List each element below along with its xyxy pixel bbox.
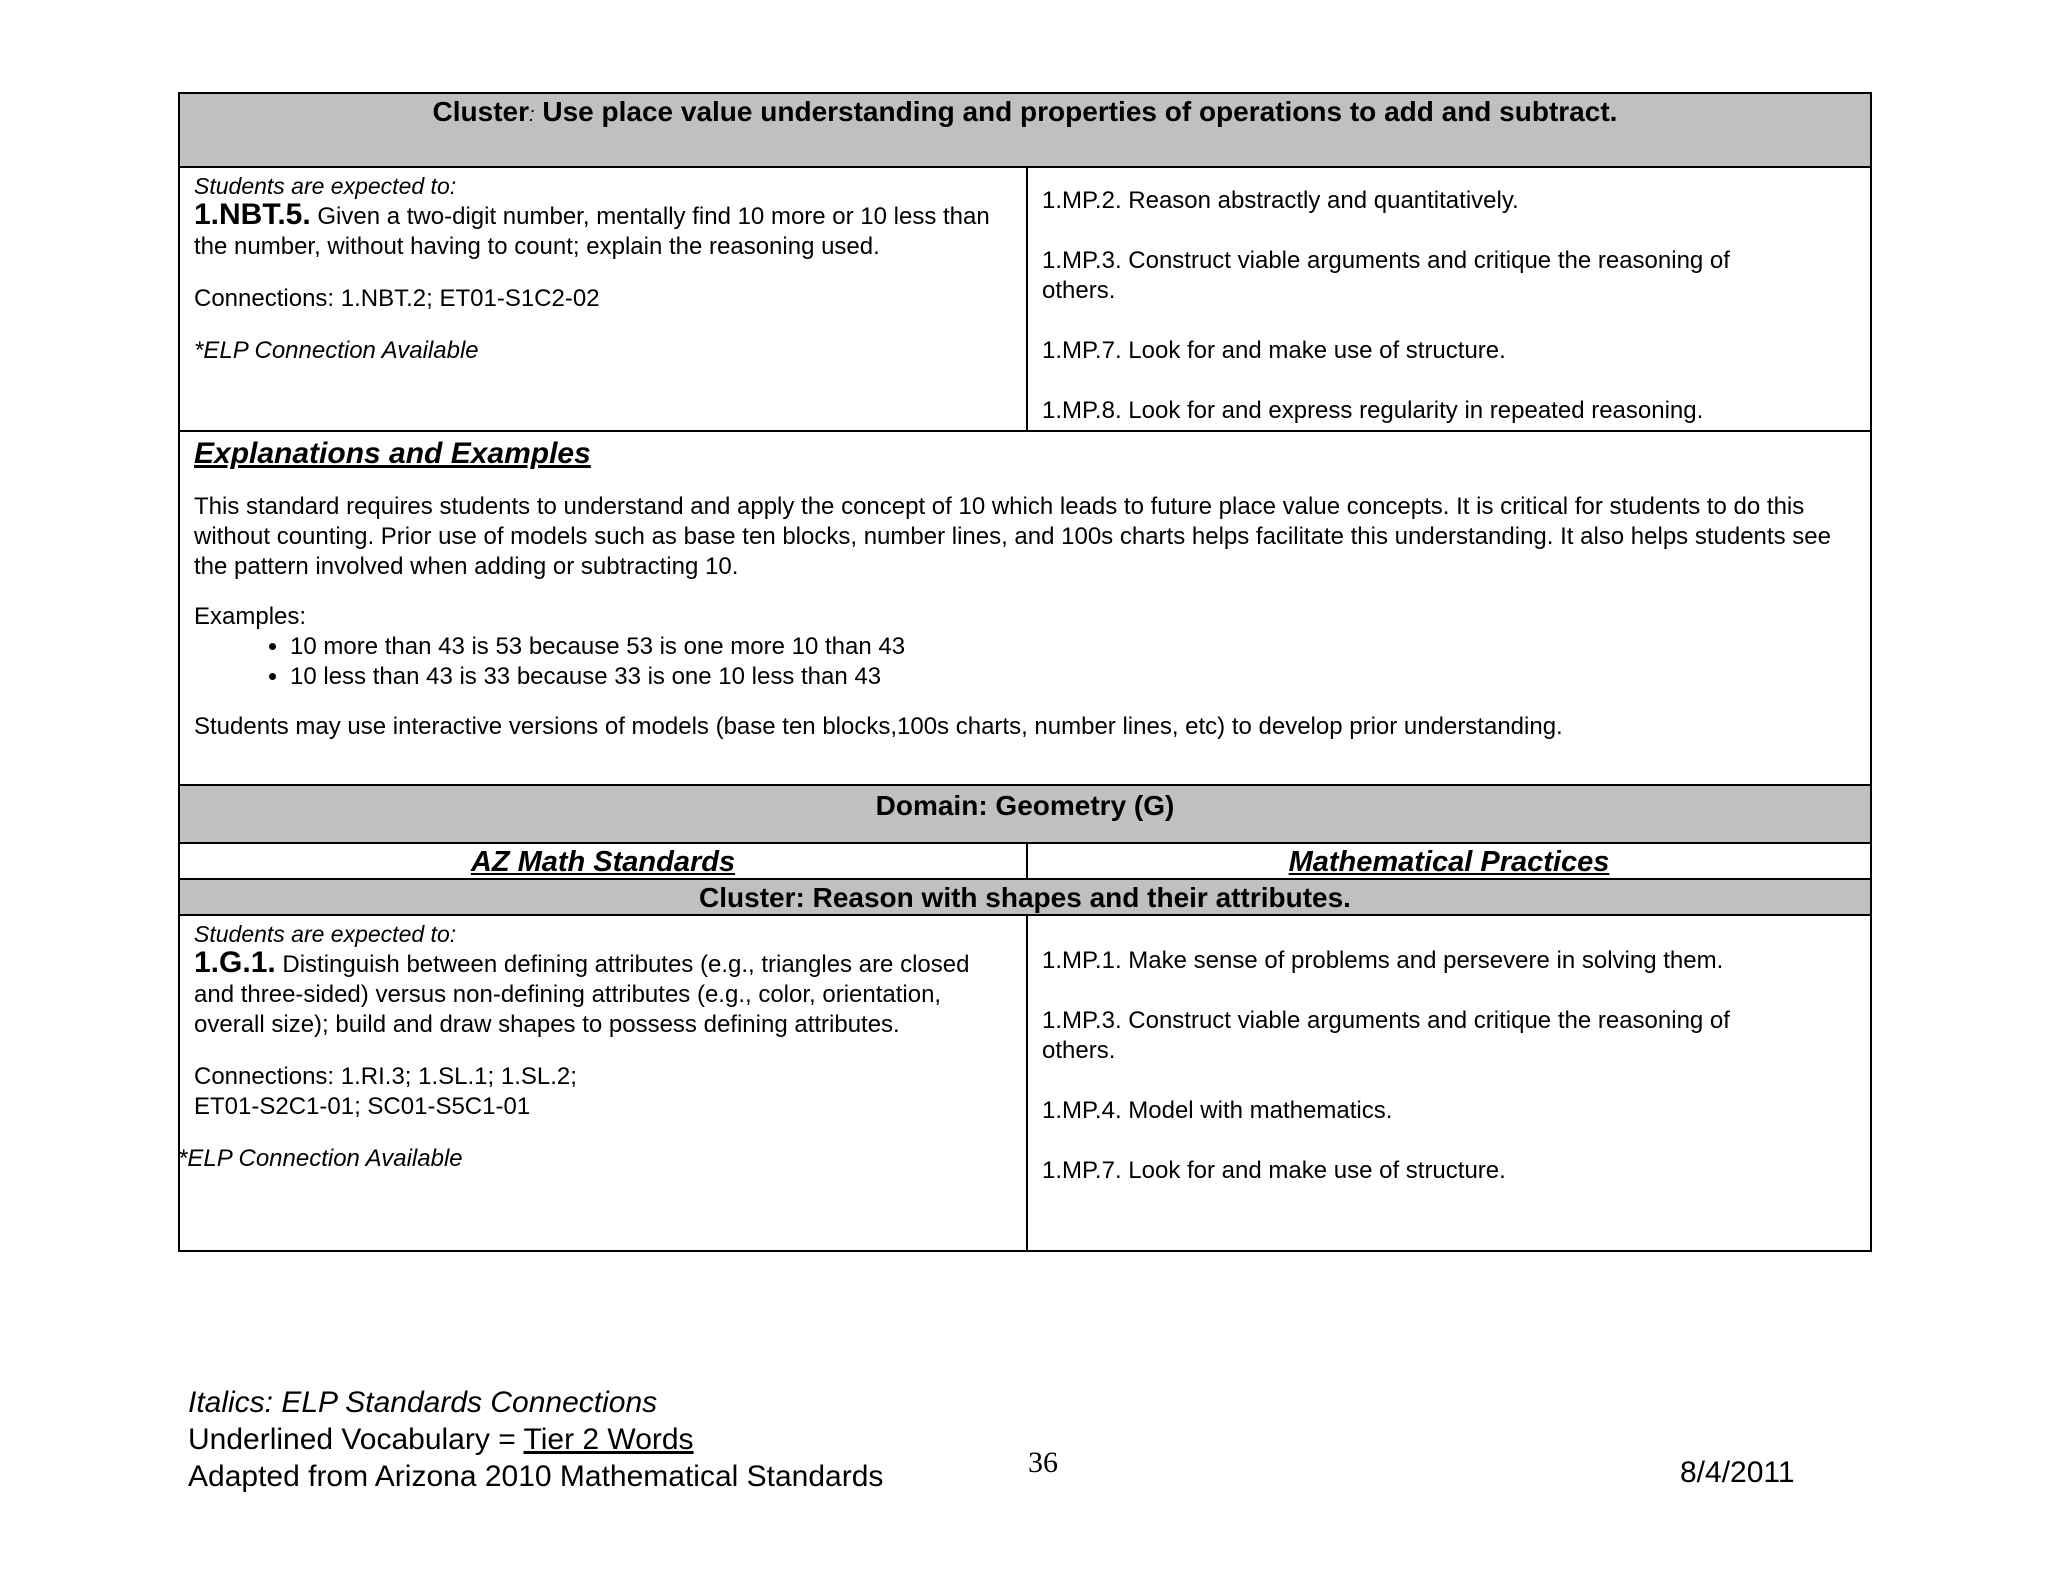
page-number: 36 <box>1028 1446 1058 1479</box>
elp-connection-note: *ELP Connection Available <box>178 1145 463 1172</box>
practice-item: 1.MP.3. Construct viable arguments and critique the reasoning of others. <box>1042 247 1730 304</box>
connections-text-cont: ET01-S2C1-01; SC01-S5C1-01 <box>194 1093 531 1120</box>
cluster-header-place-value <box>180 94 1870 168</box>
cluster-separator: : <box>529 104 535 126</box>
standard-row-g1 <box>180 916 1870 1250</box>
footer-tier2-words: Tier 2 Words <box>523 1423 694 1456</box>
standard-text-nbt5 <box>194 200 1012 262</box>
standard-description: Given a two-digit number, mentally find 10 more or 10 less than the number, without having to count; explain the reasoning used. <box>194 203 990 260</box>
practices-cell-2 <box>1028 916 1870 1250</box>
cluster-header-shapes: Cluster: Reason with shapes and their attributes. <box>180 880 1870 916</box>
standard-text-g1 <box>194 948 1012 1040</box>
cluster-prefix: Cluster <box>432 96 530 127</box>
explanations-section <box>180 430 1870 786</box>
explanations-title: Explanations and Examples <box>194 437 591 470</box>
examples-list <box>194 632 1856 692</box>
standard-cell-nbt5 <box>180 168 1028 430</box>
explanation-closing: Students may use interactive versions of models (base ten blocks,100s charts, number lines, etc) to develop prior understanding. <box>194 713 1563 740</box>
cluster-title: Use place value understanding and properties of operations to add and subtract. <box>534 96 1618 127</box>
standard-row-nbt5 <box>180 168 1870 430</box>
practice-item: 1.MP.2. Reason abstractly and quantitatively. <box>1042 187 1519 214</box>
students-expected-label: Students are expected to: <box>194 173 457 199</box>
explanation-paragraph: This standard requires students to understand and apply the concept of 10 which leads to future place value concepts. It is critical for students to do this without counting. Prior use of models such as base ten blocks, number lines, and 100s charts helps facilitate this understanding. It also helps students see the pattern involved when adding or subtracting 10. <box>194 493 1831 580</box>
students-expected-label: Students are expected to: <box>194 921 457 947</box>
practice-item: 1.MP.8. Look for and express regularity in repeated reasoning. <box>1042 397 1704 424</box>
footer-legend <box>188 1384 883 1495</box>
practice-item: 1.MP.7. Look for and make use of structure. <box>1042 337 1506 364</box>
connections-text: Connections: 1.NBT.2; ET01-S1C2-02 <box>194 285 600 312</box>
practice-item: 1.MP.3. Construct viable arguments and critique the reasoning of others. <box>1042 1007 1730 1064</box>
example-item: • 10 more than 43 is 53 because 53 is one more 10 than 43 <box>290 632 1856 662</box>
footer-source: Adapted from Arizona 2010 Mathematical Standards <box>188 1460 884 1493</box>
standards-table <box>178 92 1872 1252</box>
column-title-standards: AZ Math Standards <box>180 844 1028 878</box>
standard-code: 1.NBT.5. <box>194 198 311 231</box>
practices-cell-1 <box>1028 168 1870 430</box>
examples-label: Examples: <box>194 603 307 630</box>
footer-underline-legend <box>188 1421 883 1458</box>
footer-underline-prefix: Underlined Vocabulary = <box>188 1423 524 1456</box>
column-title-practices: Mathematical Practices <box>1288 846 1610 878</box>
footer-italics-legend: Italics: ELP Standards Connections <box>188 1386 658 1419</box>
elp-connection-note: *ELP Connection Available <box>194 337 479 364</box>
standard-code: 1.G.1. <box>194 946 276 979</box>
footer-date: 8/4/2011 <box>1680 1456 1795 1489</box>
standard-description: Distinguish between defining attributes (e.g., triangles are closed and three-sided) versus non-defining attributes (e.g., color, orientation, overall size); build and draw shapes to possess defining attributes. <box>194 951 970 1038</box>
practice-item: 1.MP.7. Look for and make use of structure. <box>1042 1157 1506 1184</box>
example-item: • 10 less than 43 is 33 because 33 is one 10 less than 43 <box>290 662 1856 692</box>
domain-header: Domain: Geometry (G) <box>180 786 1870 844</box>
practice-item: 1.MP.1. Make sense of problems and persevere in solving them. <box>1042 947 1724 974</box>
practice-item: 1.MP.4. Model with mathematics. <box>1042 1097 1393 1124</box>
column-titles-row <box>180 844 1870 880</box>
connections-text: Connections: 1.RI.3; 1.SL.1; 1.SL.2; <box>194 1063 577 1090</box>
standard-cell-g1 <box>180 916 1028 1250</box>
